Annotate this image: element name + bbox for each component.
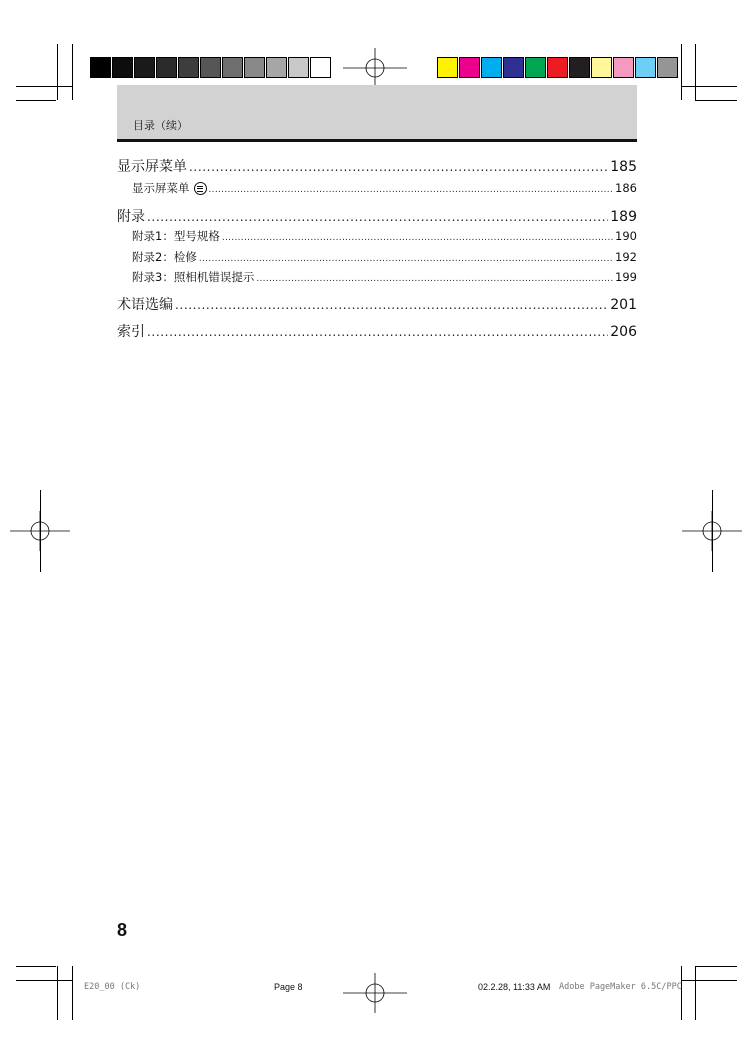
color-swatch: [569, 57, 590, 78]
leader-dots: [209, 185, 614, 195]
toc-entry-label: 附录2：检修: [132, 250, 197, 264]
leader-dots: [175, 298, 608, 312]
toc-entry[interactable]: [117, 228, 637, 244]
crop-mark: [681, 86, 737, 87]
crop-mark: [695, 44, 696, 100]
leader-dots: [147, 210, 608, 224]
toc-entry-label: 附录: [117, 209, 145, 225]
crop-mark: [681, 966, 682, 1020]
toc-entry-page: 206: [610, 324, 637, 340]
color-swatch: [90, 57, 111, 78]
toc-entry[interactable]: [117, 249, 637, 265]
color-swatch: [156, 57, 177, 78]
crop-mark: [57, 44, 58, 100]
crop-mark: [16, 100, 56, 101]
leader-dots: [222, 233, 613, 243]
toc-entry-label: 索引: [117, 324, 145, 340]
toc-entry-label: 显示屏菜单: [132, 181, 190, 195]
crop-mark: [16, 86, 72, 87]
color-swatch: [178, 57, 199, 78]
crop-mark: [681, 44, 682, 100]
toc-entry[interactable]: [117, 206, 637, 226]
toc-entry[interactable]: [117, 269, 637, 285]
toc-entry[interactable]: [117, 180, 637, 196]
crop-mark: [681, 980, 737, 981]
header-band: [117, 85, 637, 139]
registration-target-icon: [343, 973, 407, 1013]
leader-dots: [199, 254, 613, 264]
color-swatch: [310, 57, 331, 78]
crop-mark: [695, 966, 696, 1020]
leader-dots: [256, 274, 613, 284]
color-swatch: [657, 57, 678, 78]
leader-dots: [147, 325, 608, 339]
color-swatch: [112, 57, 133, 78]
color-swatch: [288, 57, 309, 78]
menu-button-icon: [194, 182, 207, 195]
footer-datetime: 02.2.28, 11:33 AM: [478, 982, 551, 992]
toc-entry-label: 附录1：型号规格: [132, 229, 220, 243]
color-swatch: [244, 57, 265, 78]
toc-entry[interactable]: [117, 321, 637, 341]
footer-file-name: E20_00 (Ck): [84, 982, 141, 992]
page-number: 8: [117, 920, 128, 940]
footer-page-label: Page 8: [274, 982, 303, 992]
footer-app-name: Adobe PageMaker 6.5C/PPC: [559, 982, 682, 992]
toc-entry[interactable]: [117, 294, 637, 314]
toc-entry-label: 术语选编: [117, 297, 173, 313]
crop-mark: [72, 966, 73, 1020]
color-swatch: [200, 57, 221, 78]
toc-entry-page: 201: [610, 297, 637, 313]
registration-target-icon: [343, 48, 407, 88]
color-swatch: [525, 57, 546, 78]
header-rule: [117, 139, 637, 142]
color-swatch: [503, 57, 524, 78]
color-calibration-strip: [437, 57, 679, 78]
color-swatch: [481, 57, 502, 78]
color-swatch: [635, 57, 656, 78]
toc-entry-label: 显示屏菜单: [117, 159, 187, 175]
color-swatch: [613, 57, 634, 78]
color-swatch: [591, 57, 612, 78]
color-swatch: [266, 57, 287, 78]
toc-entry-page: 190: [615, 229, 637, 243]
crop-mark: [695, 966, 737, 967]
color-swatch: [547, 57, 568, 78]
color-swatch: [134, 57, 155, 78]
crop-mark: [712, 490, 713, 572]
toc-entry-page: 199: [615, 270, 637, 284]
crop-mark: [57, 966, 58, 1020]
crop-mark: [40, 490, 41, 572]
crop-mark: [695, 100, 737, 101]
toc-entry-page: 189: [610, 209, 637, 225]
color-swatch: [222, 57, 243, 78]
page-title: 目录（续）: [133, 119, 188, 132]
toc-entry[interactable]: [117, 156, 637, 176]
crop-mark: [16, 966, 56, 967]
crop-mark: [16, 980, 72, 981]
color-swatch: [437, 57, 458, 78]
toc-entry-page: 185: [610, 159, 637, 175]
grayscale-calibration-strip: [90, 57, 332, 78]
toc-entry-page: 192: [615, 250, 637, 264]
leader-dots: [189, 160, 608, 174]
crop-mark: [72, 44, 73, 100]
toc-entry-page: 186: [615, 181, 637, 195]
toc-entry-label: 附录3：照相机错误提示: [132, 270, 255, 284]
color-swatch: [459, 57, 480, 78]
